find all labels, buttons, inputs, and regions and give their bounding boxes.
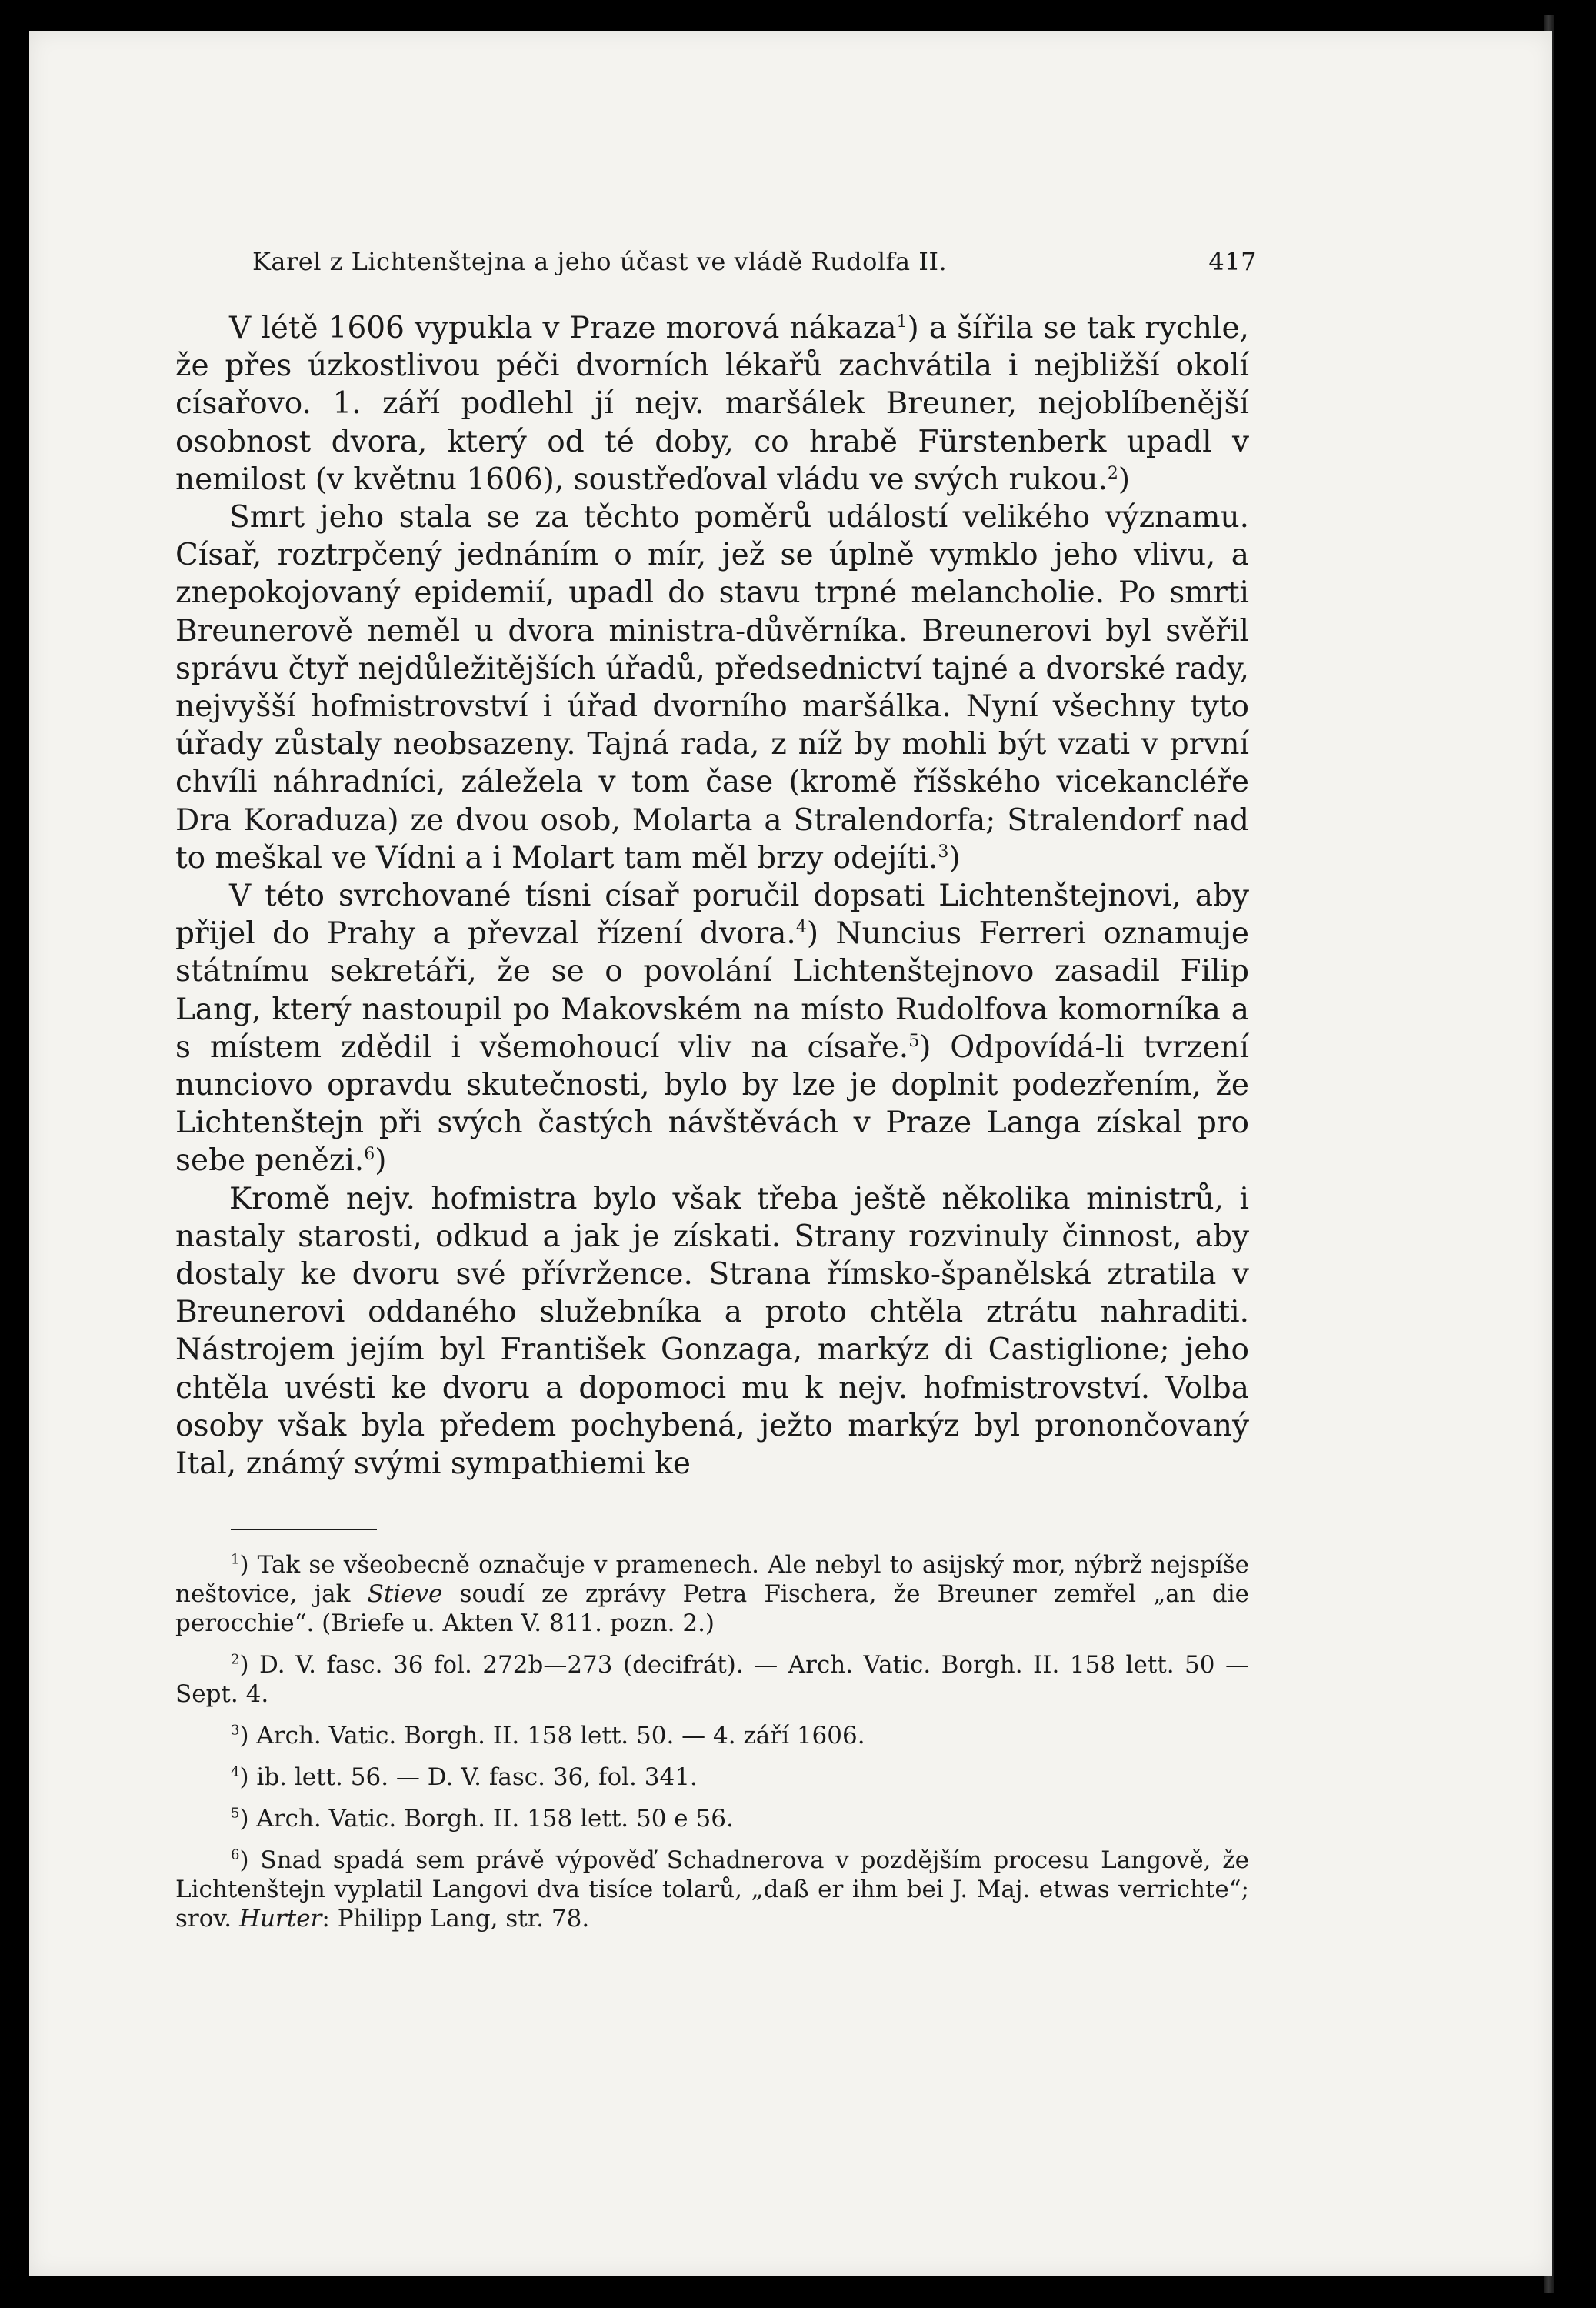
footnote: $^1$) Tak se všeobecně označuje v pramenech. Ale nebyl to asijský mor, nýbrž nejspíše neštovice, jak Stieve soudí ze zprávy Petra Fischera, že Breuner zemřel „an die perocchie“. (Briefe u. Akten V. 811. pozn. 2.): [175, 1551, 1250, 1638]
footnote: $^3$) Arch. Vatic. Borgh. II. 158 lett. 50. — 4. září 1606.: [231, 1722, 865, 1750]
running-head-title: Karel z Lichtenštejna a jeho účast ve vládě Rudolfa II.: [252, 247, 948, 276]
footnote-divider: [231, 1529, 377, 1530]
footnote-ref: 6: [364, 1145, 375, 1165]
footnote-ref: 3: [938, 842, 949, 862]
paragraph: V této svrchované tísni císař poručil dopsati Lichtenštejnovi, aby přijel do Prahy a převzal řízení dvora.$^4$) Nuncius Ferreri oznamuje státnímu sekretáři, že se o povolání Lichtenštejnovo zasadil Filip Lang, který nastoupil po Makovském na místo Rudolfova komorníka a s místem zdědil i všemohoucí vliv na císaře.$^5$) Odpovídá-li tvrzení nunciovo opravdu skutečnosti, bylo by lze je doplnit podezřením, že Lichtenštejn při svých častých návštěvách v Praze Langa získal pro sebe penězi.$^6$): [175, 879, 1249, 1179]
footnote: $^2$) D. V. fasc. 36 fol. 272b—273 (decifrát). — Arch. Vatic. Borgh. II. 158 lett. 50 — Sept. 4.: [175, 1651, 1249, 1709]
body-text: [175, 309, 1249, 1483]
footnote-ref: 5: [908, 1031, 920, 1051]
page-number: 417: [1208, 247, 1257, 276]
footnote-ref: 4: [795, 918, 807, 938]
footnote: $^4$) ib. lett. 56. — D. V. fasc. 36, fol. 341.: [231, 1763, 698, 1792]
footnote-ref: 2: [1107, 463, 1118, 483]
footnotes: [175, 1550, 1249, 1933]
footnote: $^6$) Snad spadá sem právě výpověď Schadnerova v pozdějším procesu Langově, že Lichtenštejn vyplatil Langovi dva tisíce tolarů, „daß er ihm bei J. Maj. etwas verrichte“; srov. Hurter: Philipp Lang, str. 78.: [175, 1846, 1249, 1933]
paragraph: V létě 1606 vypukla v Praze morová nákaza$^1$) a šířila se tak rychle, že přes úzkostlivou péči dvorních lékařů zachvátila i nejbližší okolí císařovo. 1. září podlehl jí nejv. maršálek Breuner, nejoblíbenější osobnost dvora, který od té doby, co hrabě Fürstenberk upadl v nemilost (v květnu 1606), soustřeďoval vládu ve svých rukou.$^2$): [175, 311, 1249, 497]
page-content: [175, 245, 1257, 1946]
paragraph: Smrt jeho stala se za těchto poměrů událostí velikého významu. Císař, roztrpčený jednáním o mír, jež se úplně vymklo jeho vlivu, a znepokojovaný epidemií, upadl do stavu trpné melancholie. Po smrti Breunerově neměl u dvora ministra-důvěrníka. Breunerovi byl svěřil správu čtyř nejdůležitějších úřadů, předsednictví tajné a dvorské rady, nejvyšší hofmistrovství i úřad dvorního maršálka. Nyní všechny tyto úřady zůstaly neobsazeny. Tajná rada, z níž by mohli být vzati v první chvíli náhradníci, záležela v tom čase (kromě říšského vicekancléře Dra Koraduza) ze dvou osob, Molarta a Stralendorfa; Stralendorf nad to meškal ve Vídni a i Molart tam měl brzy odejíti.$^3$): [175, 500, 1249, 876]
paragraph: Kromě nejv. hofmistra bylo však třeba ještě několika ministrů, i nastaly starosti, odkud a jak je získati. Strany rozvinuly činnost, aby dostaly ke dvoru své přívržence. Strana římsko-španělská ztratila v Breunerovi oddaného služebníka a proto chtěla ztrátu nahraditi. Nástrojem jejím byl František Gonzaga, markýz di Castiglione; jeho chtěla uvésti ke dvoru a dopomoci mu k nejv. hofmistrovství. Volba osoby však byla předem pochybená, ježto markýz byl pronončovaný Ital, známý svými sympathiemi ke: [175, 1181, 1249, 1482]
footnote-ref: 1: [896, 312, 908, 332]
running-head: [252, 245, 1257, 278]
footnote: $^5$) Arch. Vatic. Borgh. II. 158 lett. 50 e 56.: [231, 1805, 734, 1833]
